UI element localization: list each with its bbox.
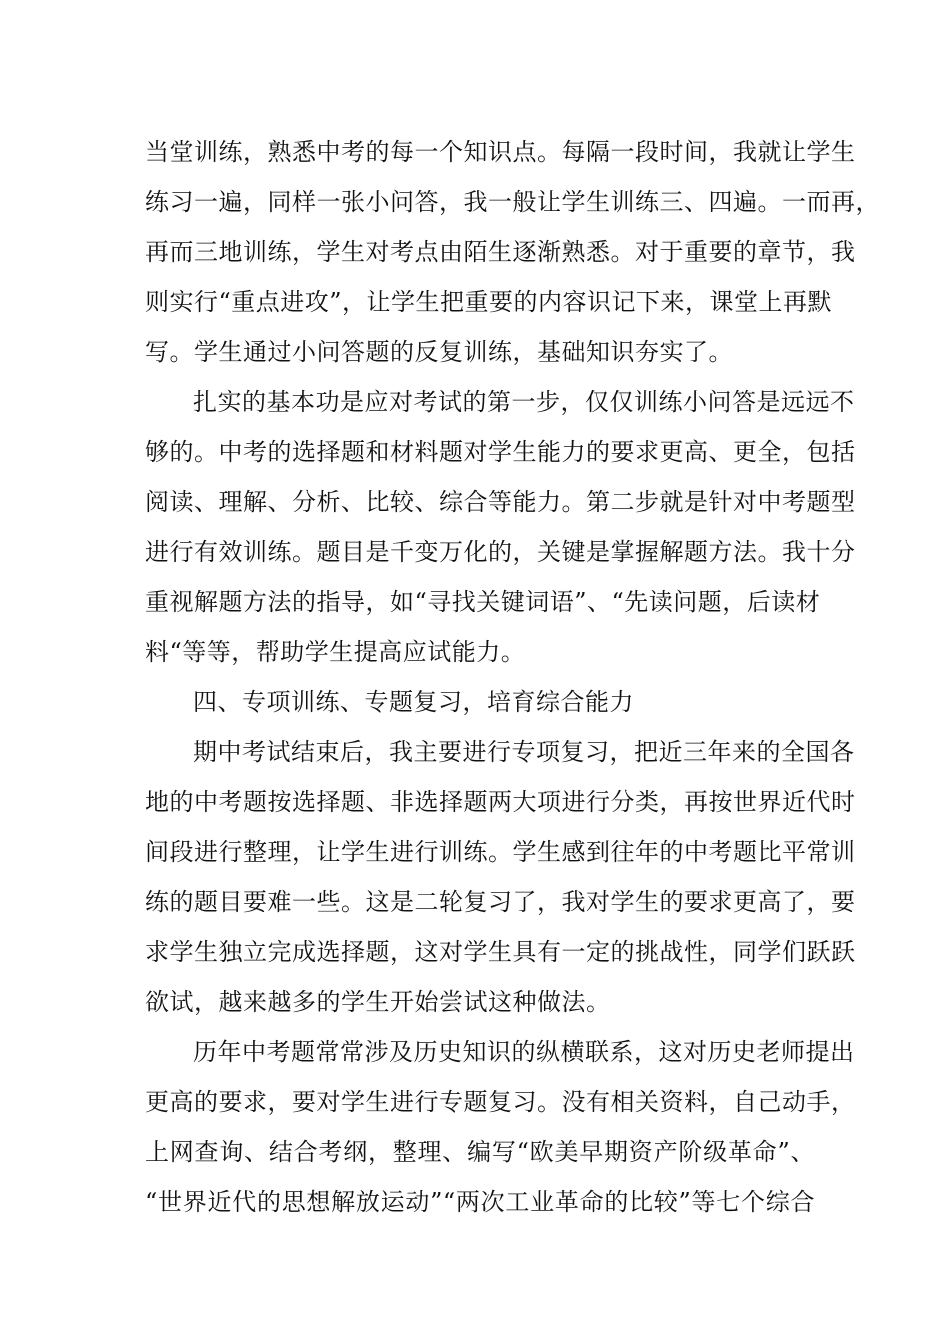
text-line: 地的中考题按选择题、非选择题两大项进行分类，再按世界近代时 xyxy=(145,788,856,816)
text-line: 够的。中考的选择题和材料题对学生能力的要求更高、更全，包括 xyxy=(145,438,856,466)
text-line: 进行有效训练。题目是千变万化的，关键是掌握解题方法。我十分 xyxy=(145,538,856,566)
text-line: 料“等等，帮助学生提高应试能力。 xyxy=(145,638,526,666)
paragraph-first-line: 期中考试结束后，我主要进行专项复习，把近三年来的全国各 xyxy=(193,738,855,766)
text-line: 重视解题方法的指导，如“寻找关键词语”、“先读问题，后读材 xyxy=(145,588,821,616)
text-line: 更高的要求，要对学生进行专题复习。没有相关资料，自己动手， xyxy=(145,1088,856,1116)
text-line: 则实行“重点进攻”，让学生把重要的内容识记下来，课堂上再默 xyxy=(145,288,833,316)
text-line: 练的题目要难一些。这是二轮复习了，我对学生的要求更高了，要 xyxy=(145,888,856,916)
text-line: 欲试，越来越多的学生开始尝试这种做法。 xyxy=(145,988,611,1016)
paragraph-first-line: 扎实的基本功是应对考试的第一步，仅仅训练小问答是远远不 xyxy=(193,388,855,416)
text-line: 练习一遍，同样一张小问答，我一般让学生训练三、四遍。一而再， xyxy=(145,188,880,216)
text-line: 间段进行整理，让学生进行训练。学生感到往年的中考题比平常训 xyxy=(145,838,856,866)
text-line: 上网查询、结合考纲，整理、编写“欧美早期资产阶级革命”、 xyxy=(145,1138,815,1166)
section-heading: 四、专项训练、专题复习，培育综合能力 xyxy=(193,688,634,716)
text-line: 再而三地训练，学生对考点由陌生逐渐熟悉。对于重要的章节，我 xyxy=(145,238,856,266)
text-line: 写。学生通过小问答题的反复训练，基础知识夯实了。 xyxy=(145,338,733,366)
paragraph-first-line: 历年中考题常常涉及历史知识的纵横联系，这对历史老师提出 xyxy=(193,1038,855,1066)
text-line: 阅读、理解、分析、比较、综合等能力。第二步就是针对中考题型 xyxy=(145,488,856,516)
text-line: 当堂训练，熟悉中考的每一个知识点。每隔一段时间，我就让学生 xyxy=(145,138,856,166)
text-line: “世界近代的思想解放运动”“两次工业革命的比较”等七个综合 xyxy=(145,1188,815,1216)
text-line: 求学生独立完成选择题，这对学生具有一定的挑战性，同学们跃跃 xyxy=(145,938,856,966)
